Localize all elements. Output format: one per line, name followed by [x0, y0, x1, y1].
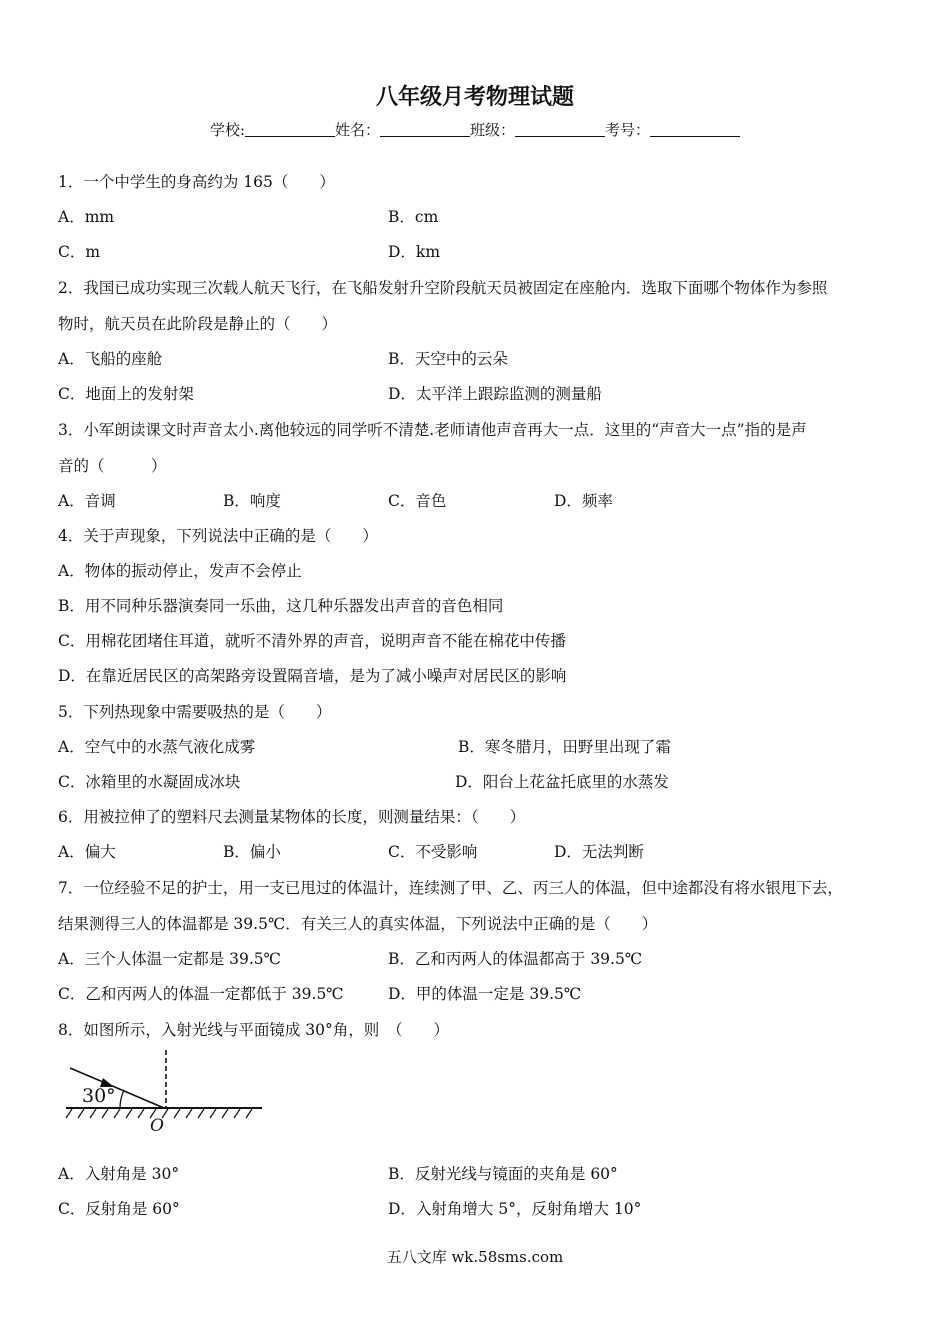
point-o-label: O: [150, 1116, 164, 1134]
q2-option-c: C．地面上的发射架: [58, 385, 194, 403]
q3-stem-line1: 3．小军朗读课文时声音太小.离他较远的同学听不清楚.老师请他声音再大一点．这里的“声音大一点”指的是声: [58, 421, 807, 439]
school-label: 学校:: [209, 121, 245, 139]
q7-stem-line2: 结果测得三人的体温都是 39.5℃．有关三人的真实体温，下列说法中正确的是（ ）: [58, 915, 658, 933]
class-blank[interactable]: [515, 122, 605, 137]
q2-option-d: D．太平洋上跟踪监测的测量船: [388, 385, 602, 403]
q5-option-b: B．寒冬腊月，田野里出现了霜: [458, 738, 671, 756]
q6-option-b: B．偏小: [223, 843, 281, 861]
footer-watermark: 五八文库 wk.58sms.com: [386, 1248, 564, 1266]
q1-option-d: D．km: [388, 243, 441, 261]
mirror-reflection-figure: [62, 1046, 268, 1134]
q6-option-d: D．无法判断: [554, 843, 644, 861]
q7-stem-line1: 7．一位经验不足的护士，用一支已甩过的体温计，连续测了甲、乙、丙三人的体温，但中途都没有将水银甩下去，: [58, 879, 843, 897]
q8-option-c: C．反射角是 60°: [58, 1200, 180, 1218]
q3-option-a: A．音调: [58, 492, 116, 510]
school-blank[interactable]: [245, 122, 335, 137]
q4-option-d: D．在靠近居民区的高架路旁设置隔音墙，是为了减小噪声对居民区的影响: [58, 667, 567, 685]
angle-label: 30°: [82, 1085, 116, 1107]
q6-stem: 6．用被拉伸了的塑料尺去测量某物体的长度，则测量结果：（ ）: [58, 808, 526, 826]
class-label: 班级：: [470, 121, 516, 139]
q5-stem: 5．下列热现象中需要吸热的是（ ）: [58, 703, 332, 721]
page-title: 八年级月考物理试题: [375, 84, 574, 110]
angle-arc: [120, 1090, 124, 1108]
number-blank[interactable]: [650, 122, 740, 137]
q2-option-b: B．天空中的云朵: [388, 350, 508, 368]
q8-stem: 8．如图所示，入射光线与平面镜成 30°角，则 （ ）: [58, 1021, 450, 1039]
q4-option-b: B．用不同种乐器演奏同一乐曲，这几种乐器发出声音的音色相同: [58, 597, 504, 615]
q3-option-b: B．响度: [223, 492, 281, 510]
q5-option-c: C．冰箱里的水凝固成冰块: [58, 773, 241, 791]
q3-option-c: C．音色: [388, 492, 447, 510]
q3-stem-line2: 音的（ ）: [58, 457, 167, 475]
q8-option-b: B．反射光线与镜面的夹角是 60°: [388, 1165, 618, 1183]
q4-option-c: C．用棉花团堵住耳道，就听不清外界的声音，说明声音不能在棉花中传播: [58, 632, 566, 650]
q1-stem: 1．一个中学生的身高约为 165（ ）: [58, 173, 335, 191]
q2-stem-line2: 物时，航天员在此阶段是静止的（ ）: [58, 315, 338, 333]
q4-stem: 4．关于声现象，下列说法中正确的是（ ）: [58, 527, 378, 545]
q1-option-c: C．m: [58, 243, 101, 261]
q7-option-b: B．乙和丙两人的体温都高于 39.5℃: [388, 950, 643, 968]
q1-option-b: B．cm: [388, 208, 439, 226]
name-label: 姓名：: [335, 121, 381, 139]
name-blank[interactable]: [380, 122, 470, 137]
q2-stem-line1: 2．我国已成功实现三次载人航天飞行，在飞船发射升空阶段航天员被固定在座舱内．选取下面哪个物体作为参照: [58, 279, 828, 297]
q3-option-d: D．频率: [554, 492, 613, 510]
student-info-line: [0, 119, 950, 140]
q6-option-a: A．偏大: [58, 843, 116, 861]
q8-option-d: D．入射角增大 5°，反射角增大 10°: [388, 1200, 642, 1218]
q2-option-a: A．飞船的座舱: [58, 350, 163, 368]
number-label: 考号：: [605, 121, 651, 139]
q4-option-a: A．物体的振动停止，发声不会停止: [58, 562, 302, 580]
q7-option-c: C．乙和丙两人的体温一定都低于 39.5℃: [58, 985, 344, 1003]
q5-option-d: D．阳台上花盆托底里的水蒸发: [455, 773, 669, 791]
q5-option-a: A．空气中的水蒸气液化成雾: [58, 738, 256, 756]
q6-option-c: C．不受影响: [388, 843, 478, 861]
q8-option-a: A．入射角是 30°: [58, 1165, 180, 1183]
q7-option-a: A．三个人体温一定都是 39.5℃: [58, 950, 281, 968]
q7-option-d: D．甲的体温一定是 39.5℃: [388, 985, 582, 1003]
q1-option-a: A．mm: [58, 208, 115, 226]
